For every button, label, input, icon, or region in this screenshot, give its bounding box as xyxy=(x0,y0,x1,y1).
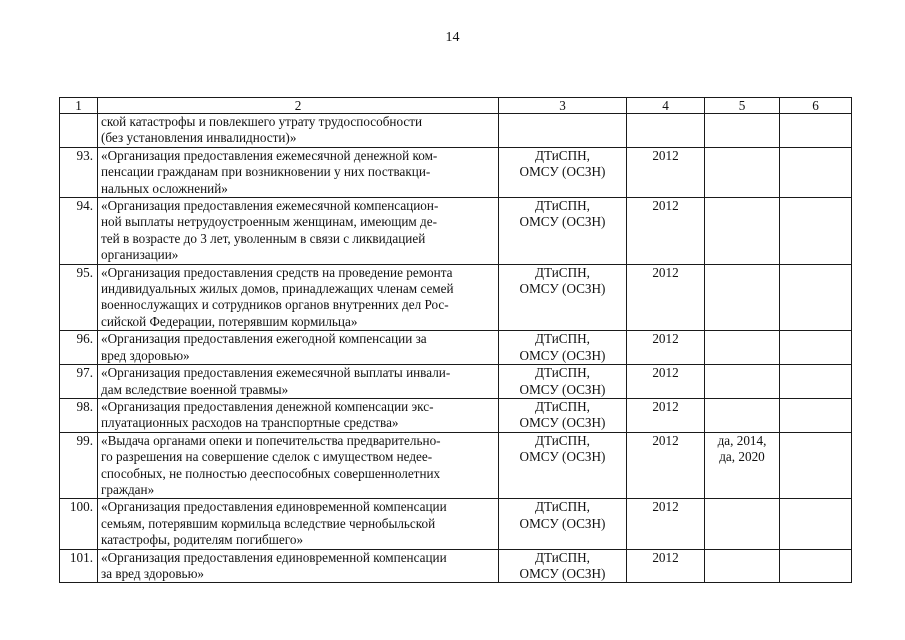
service-name-line: ской катастрофы и повлекшего утрату трудоспособности xyxy=(101,114,423,129)
column-6-cell xyxy=(780,499,852,549)
responsible-org-line: ОМСУ (ОСЗН) xyxy=(519,214,606,230)
column-6-cell xyxy=(780,198,852,265)
responsible-org-line: ДТиСПН, xyxy=(535,331,590,347)
column-6-cell xyxy=(780,398,852,432)
column-5-cell xyxy=(705,331,780,365)
service-name-line: «Организация предоставления денежной компенсации экс- xyxy=(101,398,434,414)
service-name xyxy=(98,499,499,549)
table-row xyxy=(60,432,852,499)
column-header-4: 4 xyxy=(627,98,705,114)
responsible-org-line: ДТиСПН, xyxy=(535,198,590,214)
responsible-org xyxy=(499,147,627,197)
service-name xyxy=(98,198,499,265)
year-cell: 2012 xyxy=(627,147,705,197)
service-name-line: сийской Федерации, потерявшим кормильца» xyxy=(101,313,358,329)
service-name-line: организации» xyxy=(101,247,179,263)
year-cell: 2012 xyxy=(627,499,705,549)
responsible-org xyxy=(499,264,627,331)
service-name xyxy=(98,549,499,583)
row-number: 98. xyxy=(60,398,98,432)
column-6-cell xyxy=(780,264,852,331)
year-cell: 2012 xyxy=(627,264,705,331)
column-6-cell xyxy=(780,331,852,365)
column-6-cell xyxy=(780,549,852,583)
responsible-org-line: ОМСУ (ОСЗН) xyxy=(519,381,606,397)
responsible-org xyxy=(499,114,627,148)
table-row xyxy=(60,499,852,549)
column-6-cell xyxy=(780,365,852,399)
row-number xyxy=(60,114,98,148)
column-6-cell xyxy=(780,432,852,499)
responsible-org-line: ДТиСПН, xyxy=(535,499,590,515)
responsible-org xyxy=(499,499,627,549)
service-name-line: способных, не полностью дееспособных совершеннолетних xyxy=(101,465,441,481)
table-row xyxy=(60,365,852,399)
responsible-org-line: ДТиСПН, xyxy=(535,147,590,163)
responsible-org-line: ОМСУ (ОСЗН) xyxy=(519,515,606,531)
services-table xyxy=(59,97,852,583)
year-cell: 2012 xyxy=(627,365,705,399)
year-cell: 2012 xyxy=(627,331,705,365)
row-number: 99. xyxy=(60,432,98,499)
row-number: 97. xyxy=(60,365,98,399)
service-name xyxy=(98,147,499,197)
service-name-line: индивидуальных жилых домов, принадлежащих членам семей xyxy=(101,281,454,297)
service-name xyxy=(98,331,499,365)
service-name-line: пенсации гражданам при возникновении у них поствакци- xyxy=(101,164,431,180)
service-name-line: го разрешения на совершение сделок с имуществом недее- xyxy=(101,449,433,465)
responsible-org xyxy=(499,198,627,265)
table-row xyxy=(60,264,852,331)
column-6-cell xyxy=(780,114,852,148)
table-header-row xyxy=(60,98,852,114)
column-5-cell xyxy=(705,549,780,583)
column-5-cell xyxy=(705,114,780,148)
table-row xyxy=(60,549,852,583)
service-name xyxy=(98,398,499,432)
column-header-1: 1 xyxy=(60,98,98,114)
column-5-cell xyxy=(705,432,780,499)
year-cell: 2012 xyxy=(627,198,705,265)
column-6-cell xyxy=(780,147,852,197)
service-name-line: «Организация предоставления ежемесячной выплаты инвали- xyxy=(101,365,451,381)
responsible-org-line: ДТиСПН, xyxy=(535,365,590,381)
table-row xyxy=(60,147,852,197)
responsible-org xyxy=(499,331,627,365)
year-cell: 2012 xyxy=(627,432,705,499)
page-number: 14 xyxy=(445,30,460,45)
responsible-org-line: ДТиСПН, xyxy=(535,264,590,280)
year-cell: 2012 xyxy=(627,398,705,432)
responsible-org-line: ОМСУ (ОСЗН) xyxy=(519,164,606,180)
column-5-cell xyxy=(705,499,780,549)
row-number: 94. xyxy=(60,198,98,265)
row-number: 96. xyxy=(60,331,98,365)
responsible-org-line: ДТиСПН, xyxy=(535,549,590,565)
service-name-line: семьям, потерявшим кормильца вследствие чернобыльской xyxy=(101,515,436,531)
column-5-line: да, 2014, xyxy=(717,432,767,448)
service-name-line: военнослужащих и сотрудников органов внутренних дел Рос- xyxy=(101,297,449,313)
service-name xyxy=(98,432,499,499)
responsible-org xyxy=(499,365,627,399)
responsible-org-line: ДТиСПН, xyxy=(535,398,590,414)
service-name-line: «Выдача органами опеки и попечительства предварительно- xyxy=(101,432,441,448)
responsible-org-line: ОМСУ (ОСЗН) xyxy=(519,281,606,297)
service-name-line: вред здоровью» xyxy=(101,347,190,363)
service-name-line: тей в возрасте до 3 лет, уволенным в связи с ликвидацией xyxy=(101,230,426,246)
responsible-org xyxy=(499,549,627,583)
column-5-cell xyxy=(705,365,780,399)
row-number: 93. xyxy=(60,147,98,197)
responsible-org xyxy=(499,398,627,432)
service-name-line: «Организация предоставления единовременной компенсации xyxy=(101,549,447,565)
column-header-2: 2 xyxy=(98,98,499,114)
column-5-cell xyxy=(705,264,780,331)
table-row xyxy=(60,331,852,365)
column-5-cell xyxy=(705,398,780,432)
service-name-line: ной выплаты нетрудоустроенным женщинам, имеющим де- xyxy=(101,214,437,230)
table-row xyxy=(60,114,852,148)
row-number: 95. xyxy=(60,264,98,331)
service-name-line: «Организация предоставления ежемесячной денежной ком- xyxy=(101,147,438,163)
column-5-cell xyxy=(705,198,780,265)
responsible-org xyxy=(499,432,627,499)
service-name-line: дам вследствие военной травмы» xyxy=(101,381,289,397)
year-cell: 2012 xyxy=(627,549,705,583)
service-name-line: нальных осложнений» xyxy=(101,180,228,196)
responsible-org-line: ОМСУ (ОСЗН) xyxy=(519,347,606,363)
column-5-cell xyxy=(705,147,780,197)
service-name-line: плуатационных расходов на транспортные средства» xyxy=(101,415,399,431)
service-name xyxy=(98,365,499,399)
service-name-line: (без установления инвалидности)» xyxy=(101,130,297,146)
service-name-line: граждан» xyxy=(101,481,155,497)
service-name-line: за вред здоровью» xyxy=(101,565,205,581)
service-name-line: «Организация предоставления средств на проведение ремонта xyxy=(101,264,453,280)
service-name xyxy=(98,114,499,148)
row-number: 100. xyxy=(60,499,98,549)
column-header-3: 3 xyxy=(499,98,627,114)
service-name-line: «Организация предоставления ежегодной компенсации за xyxy=(101,331,427,347)
responsible-org-line: ОМСУ (ОСЗН) xyxy=(519,565,606,581)
column-header-5: 5 xyxy=(705,98,780,114)
column-header-6: 6 xyxy=(780,98,852,114)
column-5-line: да, 2020 xyxy=(719,449,765,465)
responsible-org-line: ОМСУ (ОСЗН) xyxy=(519,449,606,465)
table-row xyxy=(60,198,852,265)
table-row xyxy=(60,398,852,432)
year-cell xyxy=(627,114,705,148)
service-name-line: катастрофы, родителям погибшего» xyxy=(101,532,304,548)
responsible-org-line: ДТиСПН, xyxy=(535,432,590,448)
row-number: 101. xyxy=(60,549,98,583)
responsible-org-line: ОМСУ (ОСЗН) xyxy=(519,415,606,431)
service-name-line: «Организация предоставления единовременной компенсации xyxy=(101,499,447,515)
service-name xyxy=(98,264,499,331)
service-name-line: «Организация предоставления ежемесячной компенсацион- xyxy=(101,198,439,214)
